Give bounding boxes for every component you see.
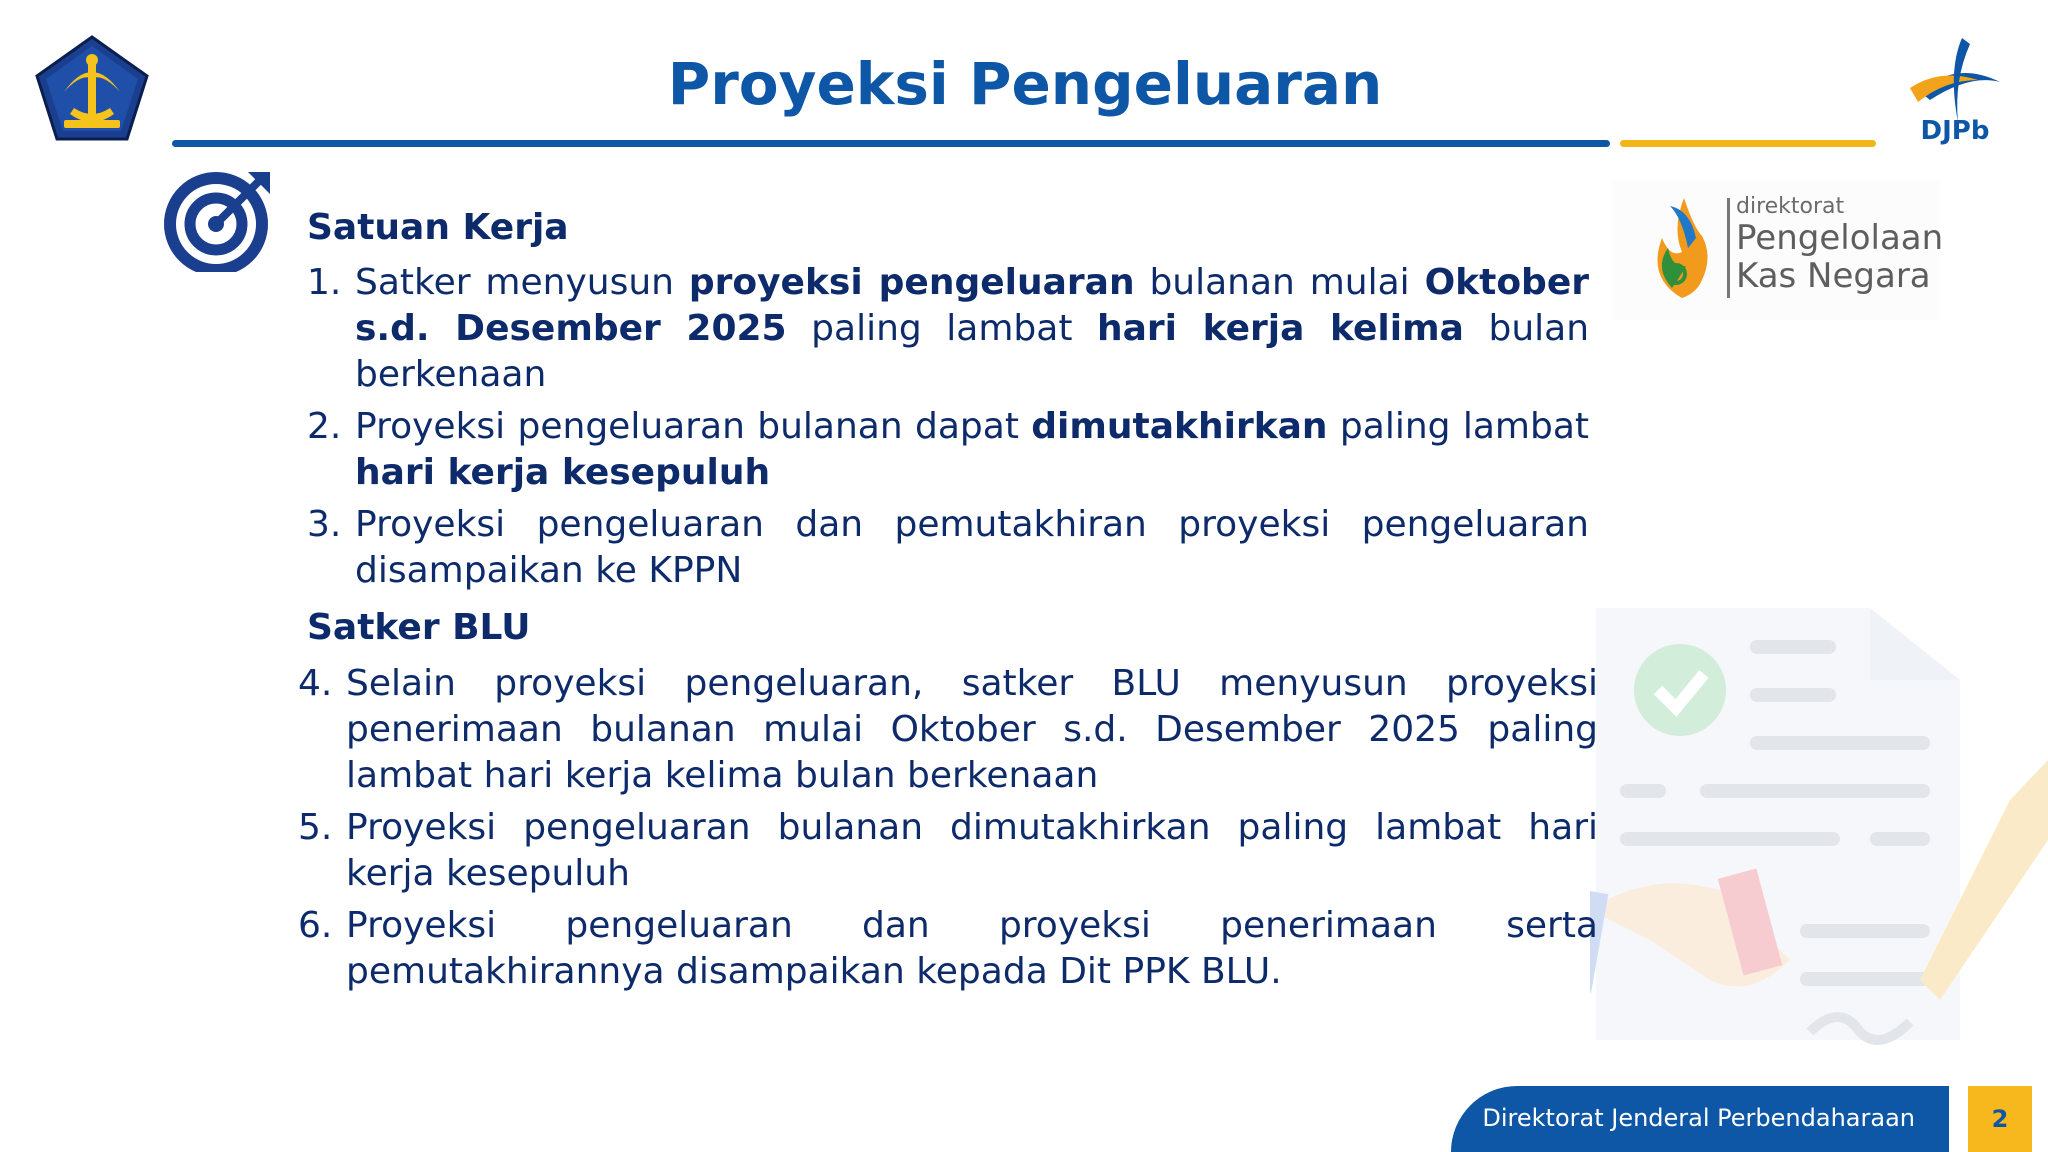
section-heading-satuan-kerja: Satuan Kerja (307, 207, 569, 248)
target-icon (162, 168, 274, 272)
list-item (298, 903, 1598, 995)
pkn-logo-small-text: direktorat (1736, 194, 1845, 219)
list-item (307, 404, 1589, 496)
list-item (307, 260, 1589, 398)
list-item-text: Proyeksi pengeluaran dan proyeksi penerimaan serta pemutakhirannya disampaikan kepada Dit PPK BLU. (346, 905, 1598, 992)
page-number: 2 (1968, 1086, 2032, 1152)
list-item (298, 805, 1598, 897)
list-item-number: 4. (298, 663, 333, 704)
list-item-text: bulanan mulai (1134, 262, 1425, 303)
page-title: Proyeksi Pengeluaran (667, 50, 1383, 118)
list-item-text: Satker menyusun (355, 262, 689, 303)
list-item (307, 502, 1589, 594)
document-handshake-illustration (1590, 600, 2048, 1080)
list-item-emphasis: dimutakhirkan (1031, 406, 1328, 447)
pkn-logo-line1: Pengelolaan (1736, 218, 1944, 258)
list-item-text: Proyeksi pengeluaran dan pemutakhiran proyeksi pengeluaran disampaikan ke KPPN (355, 504, 1589, 591)
footer-org-name: Direktorat Jenderal Perbendaharaan (1482, 1104, 1915, 1132)
list-item-text: paling lambat (1327, 406, 1589, 447)
pkn-flame-icon (1642, 188, 1722, 308)
list-item-emphasis: hari kerja kesepuluh (355, 452, 771, 493)
pkn-logo-line2: Kas Negara (1736, 256, 1931, 296)
list-item-text: bulan berkenaan (355, 308, 1590, 395)
list-item-text: Proyeksi pengeluaran bulanan dapat (355, 406, 1032, 447)
list-item-text: Selain proyeksi pengeluaran, satker BLU menyusun proyeksi penerimaan bulanan mulai Oktober s.d. Desember 2025 paling lambat hari kerja kelima bulan berkenaan (346, 663, 1598, 796)
title-underline-blue (172, 140, 1610, 147)
djpb-logo-label: DJPb (1920, 116, 1990, 146)
list-item-number: 2. (307, 406, 342, 447)
title-underline-gold (1620, 140, 1876, 147)
list-item-number: 3. (307, 504, 342, 545)
section-heading-satker-blu: Satker BLU (307, 607, 531, 648)
list-item-number: 1. (307, 262, 342, 303)
list-item-number: 6. (298, 905, 333, 946)
satuan-kerja-list (307, 260, 1589, 600)
kemenkeu-logo (34, 34, 150, 142)
list-item-emphasis: Oktober s.d. Desember 2025 (355, 262, 1589, 349)
list-item-emphasis: proyeksi pengeluaran (688, 262, 1135, 303)
list-item-text: paling lambat (786, 308, 1097, 349)
list-item-text: Proyeksi pengeluaran bulanan dimutakhirkan paling lambat hari kerja kesepuluh (346, 807, 1598, 894)
pkn-logo-divider (1727, 198, 1730, 298)
list-item-emphasis: hari kerja kelima (1096, 308, 1464, 349)
satker-blu-list (298, 661, 1598, 1001)
list-item-number: 5. (298, 807, 333, 848)
list-item (298, 661, 1598, 799)
